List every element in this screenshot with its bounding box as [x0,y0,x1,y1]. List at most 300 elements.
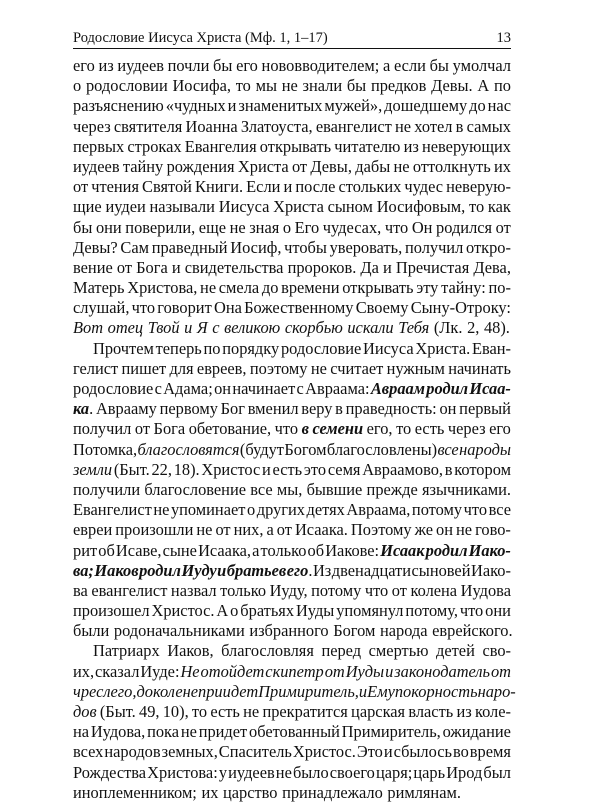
text-word: Иосиф, [230,237,282,257]
text-word: Бога [153,419,186,439]
text-word: евреев, [196,358,247,378]
text-word: Потомка, [73,439,138,459]
text-word: римлянам. [387,782,461,802]
text-word: ка [73,399,90,419]
text-word: они [95,217,122,237]
text-word: из [456,702,472,721]
text-word: благословение [144,479,247,499]
text-word: Христова: [147,762,218,782]
text-word: эту [416,278,439,298]
text-word: братьев [226,560,287,580]
text-word: язычниками. [421,479,511,499]
text-word: мы, [276,479,303,499]
text-word: сыне [162,540,197,560]
text-line [73,621,511,641]
text-word: уверовать, [329,237,403,257]
text-line [73,419,511,439]
text-word: до [469,96,486,116]
text-word: Спаситель [218,742,292,762]
text-word: что [274,419,299,439]
text-word: 18). [173,459,200,479]
text-word: бы [429,56,449,75]
text-word: получил [404,237,464,257]
text-word: евангелист [91,580,168,600]
text-word: 2, [467,318,480,338]
text-word: дабы [355,156,391,176]
text-word: их [201,782,219,802]
text-word: Еван- [471,338,511,358]
text-word: рождения [166,156,235,176]
text-word: пророков. [287,257,357,277]
text-word: и [382,257,392,277]
text-word: двенадцати [331,560,411,580]
text-word: разъяснению [73,96,164,116]
text-line [73,298,511,318]
text-word: о [230,601,239,621]
text-word: их [494,156,511,176]
text-word: земли [73,459,113,479]
text-word: ва [73,580,88,600]
text-word: потому, [405,601,458,621]
text-word: предков [370,76,427,96]
text-word: в [301,419,309,439]
text-word: покорность [394,681,478,701]
text-word: начинает [232,379,296,398]
text-line [73,460,511,480]
text-word: Бога [136,257,168,277]
text-word: как [487,197,511,217]
text-word: Авраама: [305,379,370,398]
text-word: не [310,358,327,378]
text-word: то [396,419,412,439]
text-line [73,76,511,96]
text-word: не [153,500,170,520]
text-word: евреи [73,520,113,540]
text-word: упоминает [170,500,246,520]
text-word: Авраамово, [362,459,444,479]
text-word: Пречистая [395,257,470,277]
text-word: Адама; [163,379,213,398]
text-word: что [384,217,409,237]
text-word: колена [410,580,458,600]
text-word: то [191,702,208,721]
text-word: чудес [404,177,444,197]
text-word: Иаков [94,560,139,580]
text-word: царство [223,782,278,802]
text-word: чтобы [284,237,327,257]
text-word: Божественному [244,298,354,318]
text-word: все [437,439,459,459]
text-word: Из [312,560,332,580]
text-word: теперь [155,338,202,358]
text-word: до [261,278,279,298]
text-word: Рождества [73,762,147,782]
text-word: от [490,661,511,681]
text-word: веру [301,399,333,419]
text-word: все [488,500,511,520]
text-word: его [73,56,95,75]
text-word: Богом [333,621,376,641]
text-word: дов [73,702,97,721]
text-word: Своему [355,298,409,318]
text-word: Христова, [127,278,198,298]
text-word: родился [436,217,493,237]
text-word: Иако- [471,560,511,580]
text-word: от [215,520,231,540]
text-word: Святой [142,177,192,197]
text-word: то [469,197,485,217]
text-word: Девы. [431,76,473,96]
text-word: родил [426,379,469,398]
text-line [73,722,511,742]
text-word: Христа [237,156,289,176]
text-line [73,177,511,197]
text-word: о [246,500,256,520]
text-line [73,197,511,217]
text-word: только [260,540,307,560]
text-word: Его [294,217,320,237]
text-word: народов [104,742,161,762]
text-word: . [89,399,94,419]
text-word: для [169,358,194,378]
text-word: считает [330,358,384,378]
text-word: и [217,560,227,580]
text-word: смертью [368,641,429,661]
text-word: Евангелия [184,136,257,156]
text-word: упомянул [336,601,404,621]
text-word: не [456,520,473,540]
text-word: Христос [201,459,261,479]
text-word: было [292,762,329,782]
text-word: с [296,379,304,398]
text-word: не [395,116,412,136]
text-word: народа [379,621,428,641]
text-word: Это [356,742,383,762]
text-word: наро- [477,681,516,701]
text-word: что [463,500,488,520]
text-word: Иакове: [325,540,380,560]
text-line [73,742,511,762]
text-word: мужей», [324,96,383,116]
text-word: Девы, [310,156,352,176]
text-word: Да [360,257,379,277]
text-word: А [477,76,490,96]
text-word: них, [233,520,264,540]
text-word: чтения [91,177,139,197]
text-word: рит [73,540,98,560]
text-word: царь [413,762,446,782]
text-word: земных, [161,742,218,762]
text-word: придет [198,722,248,742]
text-word: Исаака, [198,540,252,560]
text-line [73,440,511,460]
text-word: Евангелист [73,500,152,520]
text-word: слушай, [73,298,130,318]
text-word: Ирод [446,762,483,782]
text-word: принадлежало [282,782,383,802]
text-word: через [73,116,111,136]
text-word: пока [147,722,180,742]
text-word: Авраама, [346,500,411,520]
text-word: если [393,56,426,75]
text-word: они [485,601,511,621]
text-word: а [252,540,260,560]
text-word: а [383,56,391,75]
text-word: о [73,76,82,96]
text-word: святителя [113,116,183,136]
text-word: Дева, [473,257,511,277]
text-word: по- [488,278,511,298]
text-word: Матерь [73,278,125,298]
text-line [73,581,511,601]
text-word: потому [311,580,362,600]
text-word: Иако- [468,540,511,560]
text-word: открывать [259,136,332,156]
text-word: Примиритель, [258,681,359,701]
text-line [73,258,511,278]
text-line [73,218,511,238]
text-word: Иисуса [218,197,270,217]
text-word: щие [73,197,102,217]
text-word: бы [213,56,233,75]
text-line [73,318,511,338]
text-word: с [212,318,220,338]
text-word: Христа [273,197,324,217]
text-word: неверующих [421,136,511,156]
text-word: не [393,156,410,176]
text-word: 48). [483,318,510,338]
text-word: Христос. [151,601,215,621]
text-word: детей [436,641,475,661]
text-word: избранного [249,621,329,641]
text-word: в [335,399,343,419]
text-word: не [243,702,260,721]
text-word: же [414,520,433,540]
text-word: благословлены) [326,439,438,459]
text-word: назвал [170,580,217,600]
text-word: что [459,601,484,621]
text-word: Иосифовым, [376,197,466,217]
text-word: первый [459,399,511,419]
text-word [287,561,313,581]
text-word: после [295,177,336,197]
text-word: Иуду [181,560,217,580]
text-word: семя [327,459,361,479]
text-word: иноплеменником; [73,782,197,802]
text-word: он [439,399,457,419]
text-word: 10), [162,702,189,721]
text-word: Твой [147,318,180,338]
text-word: в [444,459,453,479]
text-word: у [218,762,228,782]
text-line [73,561,511,581]
text-word: тайну [122,156,164,176]
text-line [73,681,516,702]
text-word: приидет [198,681,259,701]
text-word: Исаак [380,540,425,560]
text-word: через [447,419,486,439]
text-word: родословие [280,338,362,358]
text-word: с [154,379,162,398]
text-word: открывать [342,278,414,298]
text-word: праведный [151,237,228,257]
text-word: их, [73,661,95,681]
text-word: скипетр [265,661,324,681]
text-word: в [455,116,464,136]
text-word: «чудных [165,96,226,116]
text-word: 49, [139,702,160,721]
text-line [73,157,511,177]
text-word: есть [414,419,445,439]
text-word: великою [224,318,281,338]
text-word: Аврааму [95,399,157,419]
text-word: нужным [386,358,445,378]
text-word: своего [329,762,375,782]
text-word: почли [167,56,210,75]
text-word: Христа. [415,338,471,358]
text-word: законодатель [394,661,490,681]
text-word: Иаков, [167,641,214,661]
text-word: Златоуста, [240,116,313,136]
text-line [73,117,511,137]
text-line [73,601,511,621]
text-word: есть [272,459,303,479]
text-word: его [489,419,511,439]
text-word: Исаака. [294,520,348,540]
text-word: Сыну-Отроку: [410,298,511,318]
text-word: Исаа- [469,379,511,398]
text-word: Исаве, [115,540,162,560]
text-word: чресл [73,681,111,701]
text-word: поэтому [249,358,308,378]
text-word: от [324,661,345,681]
text-word: это [303,459,327,479]
text-word: свидетельства [184,257,284,277]
text-word: об [307,540,325,560]
text-word: . [308,560,313,580]
text-word: А [216,601,229,621]
text-word: первых [73,136,125,156]
text-word: не [182,681,199,701]
text-word: скорбью [284,318,343,338]
text-word: от [291,156,308,176]
text-word: Бог [220,399,245,419]
text-word: и [358,681,368,701]
page-number: 13 [496,30,511,46]
text-word: (Быт. [113,459,150,479]
text-line [73,783,511,803]
text-word [73,399,93,419]
text-word: родословии [85,76,168,96]
text-word: о [282,217,292,237]
text-word: его [236,56,258,75]
text-word: Она [213,298,242,318]
text-word: знали [302,76,343,96]
text-line [73,137,511,157]
text-word: смела [218,278,260,298]
text-word: называли [149,197,215,217]
text-word: не [275,762,292,782]
text-word: царя; [375,762,413,782]
text-word: произошел [73,601,150,621]
text-word: знаменитых [238,96,323,116]
text-word: Вот [73,318,104,338]
text-word: евангелист [315,116,392,136]
text-word: Книги. [195,177,244,197]
text-word: бы [346,76,367,96]
text-word: все [250,479,273,499]
text-word: царская [351,702,406,721]
text-word: Девы? [73,237,118,257]
text-word: (Лк. [433,318,463,338]
text-word: его [286,560,309,580]
text-word: он [214,379,232,398]
text-word: чудесах, [322,217,382,237]
text-word: обетование, [188,419,272,439]
text-word: благословляя [221,641,314,661]
text-word: Иудова, [90,722,146,742]
text-word: иудеев [117,56,164,75]
text-word: родил [139,560,181,580]
text-word: Богом [284,439,327,459]
text-word: от [134,419,151,439]
text-word: не [180,722,197,742]
header-rule [73,48,511,49]
text-line [73,399,511,419]
text-word: время [469,742,511,762]
text-word: стольких [338,177,402,197]
text-word: не [281,76,298,96]
text-word: и [184,318,193,338]
text-word: есть [210,702,240,721]
text-word: гелист [73,358,119,378]
text-line [73,641,511,661]
text-word: Иосифа, [172,76,231,96]
text-word: прежде [366,479,418,499]
text-line [73,541,511,561]
text-word: Иоанна [185,116,238,136]
text-word: Авраам [370,379,425,398]
text-line [73,339,511,359]
text-word: от [73,177,89,197]
text-word: Сам [120,237,149,257]
text-word: иудеев [228,762,275,782]
text-word: семени [312,419,364,439]
text-word: родил [425,540,468,560]
text-word: что [364,580,389,600]
text-word: братьях [240,601,295,621]
text-word: (будут [239,439,284,459]
text-word: вение [73,257,113,277]
text-word: то [235,76,251,96]
text-word: сыновей [411,560,471,580]
text-word: Тебя [398,318,430,338]
text-word: от [391,580,407,600]
text-word: родословие [73,379,154,398]
text-line [73,520,511,540]
text-word: сбылось [393,742,452,762]
text-word: откро- [465,237,511,257]
text-word: Поэтому [350,520,412,540]
text-word: его, [110,681,137,701]
text-word: мы [255,76,277,96]
text-word: не [200,278,217,298]
text-word: Патриарх [93,641,160,661]
text-line [73,763,511,783]
text-line [73,480,511,500]
text-line [73,702,511,722]
text-word: всех [73,742,104,762]
